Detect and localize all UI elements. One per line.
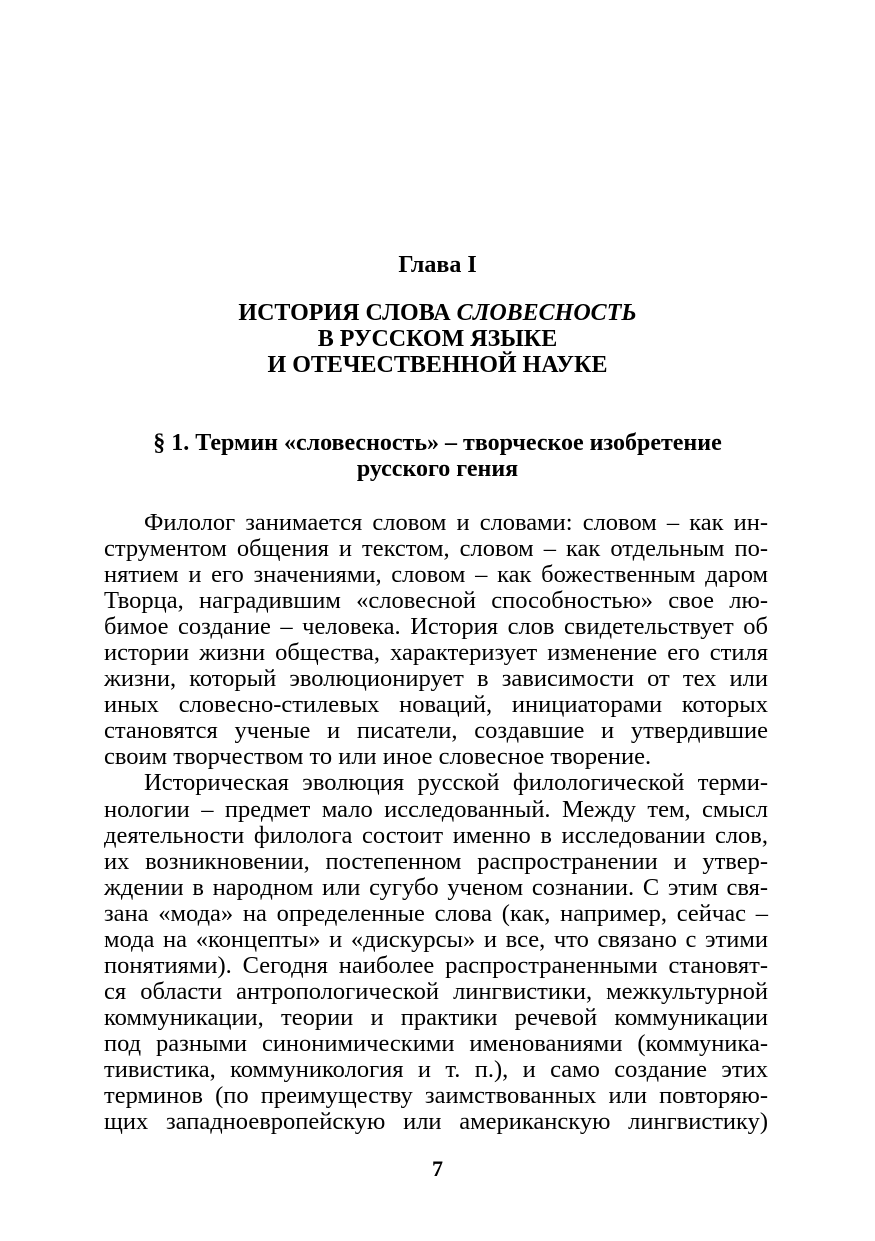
chapter-title xyxy=(0,300,875,378)
text-line: под разными синонимическими именованиями (коммуника- xyxy=(104,1029,768,1057)
text-line: понятиями). Сегодня наиболее распространенными становят- xyxy=(104,951,768,979)
text-line: бимое создание – человека. История слов свидетельствует об xyxy=(104,613,768,641)
chapter-title-line-2: В РУССКОМ ЯЗЫКЕ xyxy=(317,326,558,352)
body-text xyxy=(104,510,768,1135)
chapter-title-line-1 xyxy=(0,300,875,326)
chapter-title-italic-word: СЛОВЕСНОСТЬ xyxy=(456,300,637,326)
section-heading xyxy=(0,430,875,482)
text-line: становятся ученые и писатели, создавшие и утвердившие xyxy=(104,717,768,745)
section-heading-line-1: § 1. Термин «словесность» – творческое изобретение xyxy=(153,430,722,456)
text-line: зана «мода» на определенные слова (как, например, сейчас – xyxy=(104,899,768,927)
paragraph-2 xyxy=(104,770,768,1135)
text-line: струментом общения и текстом, словом – как отдельным по- xyxy=(104,535,768,563)
text-line: тивистика, коммуникология и т. п.), и само создание этих xyxy=(104,1055,768,1083)
text-line: щих западноевропейскую или американскую лингвистику) xyxy=(104,1108,768,1136)
text-line: истории жизни общества, характеризует изменение его стиля xyxy=(104,639,768,667)
text-line: ждении в народном или сугубо ученом сознании. С этим свя- xyxy=(104,873,768,901)
text-line: нологии – предмет мало исследованный. Между тем, смысл xyxy=(104,795,768,823)
text-line: деятельности филолога состоит именно в исследовании слов, xyxy=(104,821,768,849)
text-line: Историческая эволюция русской филологической терми- xyxy=(144,769,768,797)
text-line: мода на «концепты» и «дискурсы» и все, что связано с этими xyxy=(104,925,768,953)
text-line: своим творчеством то или иное словесное творение. xyxy=(104,743,652,771)
text-line: Творца, наградившим «словесной способностью» свое лю- xyxy=(104,587,768,615)
text-line: коммуникации, теории и практики речевой коммуникации xyxy=(104,1003,768,1031)
text-line: Филолог занимается словом и словами: словом – как ин- xyxy=(144,509,768,536)
page-number: 7 xyxy=(432,1156,443,1181)
text-line: их возникновении, постепенном распространении и утвер- xyxy=(104,847,768,875)
section-heading-line-2: русского гения xyxy=(356,456,519,482)
text-line: терминов (по преимуществу заимствованных или повторяю- xyxy=(104,1082,768,1110)
text-line: нятием и его значениями, словом – как божественным даром xyxy=(104,561,768,589)
text-line: иных словесно-стилевых новаций, инициаторами которых xyxy=(104,691,768,719)
chapter-title-plain: ИСТОРИЯ СЛОВА xyxy=(238,300,457,326)
paragraph-1 xyxy=(104,510,768,770)
chapter-label: Глава I xyxy=(398,252,477,278)
text-line: жизни, который эволюционирует в зависимости от тех или xyxy=(104,665,768,693)
chapter-title-line-3: И ОТЕЧЕСТВЕННОЙ НАУКЕ xyxy=(267,352,608,378)
text-line: ся области антропологической лингвистики, межкультурной xyxy=(104,977,768,1005)
